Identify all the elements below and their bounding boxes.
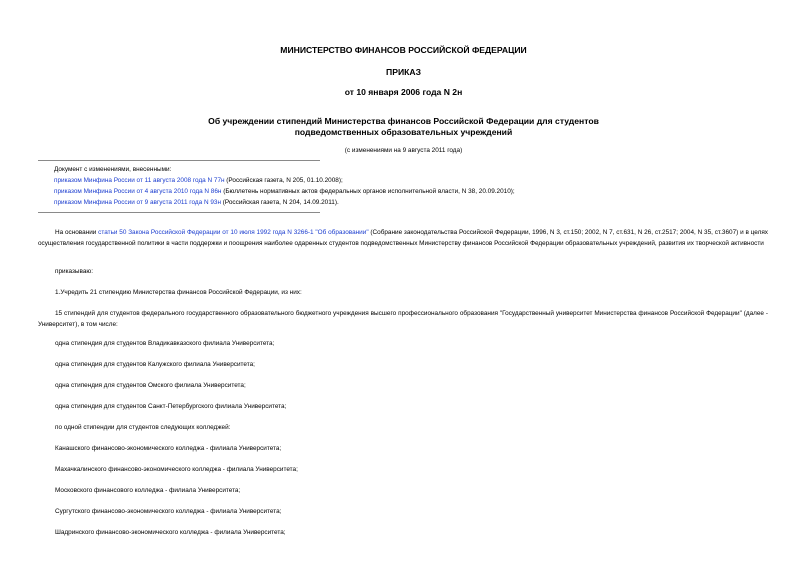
changes-intro: Документ с изменениями, внесенными:	[54, 166, 172, 173]
list-item: Московского финансового колледжа - филиала Университета;	[55, 487, 241, 494]
list-item: одна стипендия для студентов Омского филиала Университета;	[55, 382, 246, 389]
change-link[interactable]: приказом Минфина России от 9 августа 2011 года N 93н	[54, 199, 221, 207]
change-source: (Российская газета, N 204, 14.09.2011).	[220, 199, 339, 207]
document-title	[0, 116, 807, 138]
change-link[interactable]: приказом Минфина России от 11 августа 2008 года N 77н	[54, 177, 225, 185]
order-word: приказываю:	[55, 268, 93, 275]
document-title-line2: подведомственных образовательных учреждений	[294, 127, 513, 137]
changes-top-divider	[38, 160, 320, 161]
list-item: по одной стипендии для студентов следующих колледжей:	[55, 424, 231, 431]
changes-bottom-divider	[38, 212, 320, 213]
list-item: Шадринского финансово-экономического колледжа - филиала Университета;	[55, 529, 286, 536]
list-item: Сургутского финансово-экономического колледжа - филиала Университета;	[55, 508, 282, 515]
changes-block	[54, 164, 614, 208]
list-item: одна стипендия для студентов Владикавказского филиала Университета;	[55, 340, 275, 347]
change-item	[54, 186, 614, 197]
order-item-1: 1.Учредить 21 стипендию Министерства финансов Российской Федерации, из них:	[55, 289, 302, 296]
order-item-1-detail: 15 стипендий для студентов федерального государственного образовательного бюджетного учреждения высшего профессионального образования "Государственный университет Министерства финансов Российской Федерации" (далее - Университет), в том числе:	[38, 310, 768, 328]
change-source: (Российская газета, N 205, 01.10.2008);	[224, 177, 343, 185]
change-item	[54, 175, 614, 186]
law-link[interactable]: статьи 50 Закона Российской Федерации от 10 июля 1992 года N 3266-1 "Об образовании"	[98, 229, 369, 236]
change-source: (Бюллетень нормативных актов федеральных органов исполнительной власти, N 38, 20.09.2010);	[221, 188, 515, 196]
list-item: одна стипендия для студентов Санкт-Петербургского филиала Университета;	[55, 403, 287, 410]
doc-type-heading: ПРИКАЗ	[386, 67, 421, 77]
ministry-heading: МИНИСТЕРСТВО ФИНАНСОВ РОССИЙСКОЙ ФЕДЕРАЦИИ	[280, 45, 527, 55]
change-link[interactable]: приказом Минфина России от 4 августа 2010 года N 86н	[54, 188, 222, 196]
basis-rest: (Собрание законодательства Российской Федерации, 1996, N 3, ст.150; 2002, N 7, ст.631, N 26, ст.2517; 2004, N 35, ст.3607) и в целях осуществления государственной политики в части поддержки и поощрения наиболее одаренных студентов подведомственных Министерству финансов Российской Федерации образовательных учреждений, развития их творческой активности	[38, 229, 768, 247]
list-item: Канашского финансово-экономического колледжа - филиала Университета;	[55, 445, 282, 452]
list-item: одна стипендия для студентов Калужского филиала Университета;	[55, 361, 255, 368]
doc-date-number: от 10 января 2006 года N 2н	[344, 87, 463, 97]
list-item: Махачкалинского финансово-экономического колледжа - филиала Университета;	[55, 466, 298, 473]
basis-prefix: На основании	[55, 229, 99, 236]
amendment-note: (с изменениями на 9 августа 2011 года)	[344, 147, 463, 154]
document-title-line1: Об учреждении стипендий Министерства финансов Российской Федерации для студентов	[208, 116, 599, 126]
basis-paragraph	[38, 227, 768, 249]
change-item	[54, 197, 614, 208]
